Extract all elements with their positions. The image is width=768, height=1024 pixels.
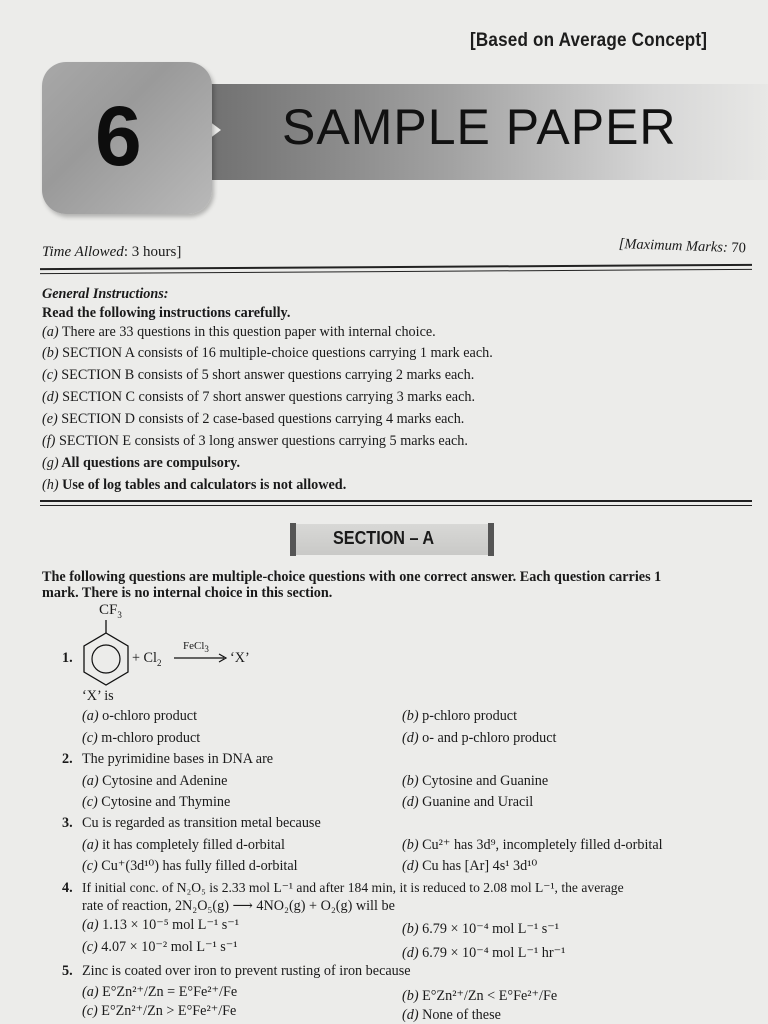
option-b <box>402 773 548 790</box>
instruction-text: SECTION C consists of 7 short answer questions carrying 3 marks each. <box>62 389 476 405</box>
option-text: Guanine and Uracil <box>422 794 534 810</box>
question-number: 2. <box>62 751 73 767</box>
option-tag: (a) <box>82 837 99 853</box>
reaction-product: ‘X’ <box>230 650 250 666</box>
option-c <box>82 939 238 956</box>
option-d <box>402 858 537 875</box>
option-d <box>402 1007 501 1024</box>
option-tag: (c) <box>82 858 98 874</box>
option-c <box>82 730 200 747</box>
option-a <box>82 917 239 934</box>
option-c <box>82 1003 236 1020</box>
option-text: o- and p-chloro product <box>422 730 557 746</box>
option-tag: (a) <box>82 917 99 933</box>
option-text: E°Zn²⁺/Zn > E°Fe²⁺/Fe <box>101 1003 237 1019</box>
instruction-item <box>42 431 468 453</box>
instruction-item <box>42 322 436 344</box>
question-stem-line2: rate of reaction, 2N₂O₅(g) ⟶ 4NO₂(g) + O₂(g) will be <box>82 898 395 914</box>
option-text: Cytosine and Thymine <box>101 794 231 810</box>
section-intro-line2: mark. There is no internal choice in this section. <box>42 585 333 601</box>
question-number: 4. <box>62 880 73 896</box>
instruction-tag: (b) <box>42 345 59 361</box>
option-a <box>82 984 237 1001</box>
option-a <box>82 837 285 854</box>
catalyst-sub: 3 <box>204 644 209 655</box>
option-text: o-chloro product <box>102 708 198 724</box>
option-c <box>82 794 230 811</box>
option-tag: (b) <box>402 988 419 1004</box>
option-b <box>402 708 517 725</box>
marks-value: 70 <box>727 239 747 257</box>
option-tag: (d) <box>402 794 419 810</box>
option-d <box>402 730 556 747</box>
instruction-item <box>42 475 346 497</box>
option-text: m-chloro product <box>101 730 201 746</box>
instruction-text: SECTION B consists of 5 short answer questions carrying 2 marks each. <box>61 367 475 383</box>
option-text: 1.13 × 10⁻⁵ mol L⁻¹ s⁻¹ <box>102 917 240 933</box>
instruction-text: SECTION D consists of 2 case-based questions carrying 4 marks each. <box>61 411 465 427</box>
section-bar-left <box>290 523 296 556</box>
option-tag: (b) <box>402 773 419 789</box>
instruction-item <box>42 343 493 365</box>
option-tag: (a) <box>82 984 99 1000</box>
option-text: Cytosine and Adenine <box>102 773 228 789</box>
option-tag: (d) <box>402 730 419 746</box>
option-tag: (c) <box>82 939 98 955</box>
reagent-cl2 <box>132 650 161 668</box>
option-text: it has completely filled d-orbital <box>102 837 285 853</box>
option-text: Cu has [Ar] 4s¹ 3d¹⁰ <box>422 858 538 874</box>
option-d <box>402 794 533 811</box>
concept-label: [Based on Average Concept] <box>470 30 708 51</box>
option-a <box>82 773 227 790</box>
section-intro-line1: The following questions are multiple-choice questions with one correct answer. Each question carries 1 <box>42 569 662 585</box>
divider-top-thin <box>40 269 752 274</box>
divider-mid <box>40 500 752 502</box>
option-text: E°Zn²⁺/Zn = E°Fe²⁺/Fe <box>102 984 238 1000</box>
instruction-text: SECTION A consists of 16 multiple-choice questions carrying 1 mark each. <box>62 345 493 361</box>
option-text: E°Zn²⁺/Zn < E°Fe²⁺/Fe <box>422 988 558 1004</box>
instructions-subheading: Read the following instructions carefully. <box>42 305 291 321</box>
option-tag: (d) <box>402 945 419 961</box>
instruction-text: There are 33 questions in this question paper with internal choice. <box>61 324 436 340</box>
question-number: 3. <box>62 815 73 831</box>
option-text: 4.07 × 10⁻² mol L⁻¹ s⁻¹ <box>101 939 238 955</box>
instruction-tag: (g) <box>42 455 59 471</box>
instructions-heading: General Instructions: <box>42 286 169 302</box>
instruction-item <box>42 453 240 475</box>
time-allowed <box>42 244 181 261</box>
maximum-marks <box>618 236 746 257</box>
section-title: SECTION – A <box>333 528 435 548</box>
instruction-tag: (c) <box>42 367 58 383</box>
reaction-arrow-icon <box>174 653 230 663</box>
option-b <box>402 988 557 1005</box>
instruction-tag: (f) <box>42 433 56 449</box>
instruction-tag: (a) <box>42 324 59 340</box>
substituent-text: CF <box>99 602 118 618</box>
option-tag: (c) <box>82 1003 98 1019</box>
question-stem: ‘X’ is <box>82 688 114 704</box>
option-b <box>402 921 559 938</box>
instruction-item <box>42 365 474 387</box>
option-text: None of these <box>422 1007 501 1023</box>
reagent-sub: 2 <box>156 657 162 668</box>
instruction-text: SECTION E consists of 3 long answer questions carrying 5 marks each. <box>58 433 468 449</box>
question-stem: Zinc is coated over iron to prevent rusting of iron because <box>82 963 411 979</box>
option-text: Cu²⁺ has 3d⁹, incompletely filled d-orbital <box>422 837 663 853</box>
paper-number: 6 <box>95 89 142 183</box>
option-text: Cu⁺(3d¹⁰) has fully filled d-orbital <box>101 858 298 874</box>
option-text: 6.79 × 10⁻⁴ mol L⁻¹ s⁻¹ <box>422 921 560 937</box>
time-label: Time Allowed <box>42 244 124 260</box>
divider-mid-thin <box>40 505 752 506</box>
instruction-text: All questions are compulsory. <box>61 455 240 471</box>
catalyst-text: FeCl <box>183 640 205 652</box>
option-tag: (b) <box>402 921 419 937</box>
question-number: 1. <box>62 650 73 666</box>
instruction-tag: (e) <box>42 411 58 427</box>
instruction-item <box>42 409 464 431</box>
option-text: 6.79 × 10⁻⁴ mol L⁻¹ hr⁻¹ <box>422 945 566 961</box>
time-value: : 3 hours] <box>123 244 182 260</box>
option-tag: (d) <box>402 1007 419 1023</box>
benzene-ring-icon <box>80 620 132 690</box>
option-tag: (b) <box>402 708 419 724</box>
option-a <box>82 708 197 725</box>
question-stem: The pyrimidine bases in DNA are <box>82 751 274 767</box>
paper-title: SAMPLE PAPER <box>282 99 677 155</box>
option-d <box>402 945 565 962</box>
marks-label: [Maximum Marks: <box>618 236 729 256</box>
reagent-text: + Cl <box>132 650 157 666</box>
instruction-text: Use of log tables and calculators is not allowed. <box>62 477 347 493</box>
option-text: p-chloro product <box>422 708 518 724</box>
question-stem-line1: If initial conc. of N₂O₅ is 2.33 mol L⁻¹ and after 184 min, it is reduced to 2.08 mol L⁻¹, the average <box>82 880 624 895</box>
option-b <box>402 837 663 854</box>
section-bar-right <box>488 523 494 556</box>
option-tag: (a) <box>82 773 99 789</box>
instruction-tag: (h) <box>42 477 59 493</box>
question-stem: Cu is regarded as transition metal because <box>82 815 321 831</box>
option-tag: (c) <box>82 730 98 746</box>
option-tag: (b) <box>402 837 419 853</box>
option-tag: (a) <box>82 708 99 724</box>
option-text: Cytosine and Guanine <box>422 773 549 789</box>
option-tag: (c) <box>82 794 98 810</box>
question-number: 5. <box>62 963 73 979</box>
option-tag: (d) <box>402 858 419 874</box>
substituent-sub: 3 <box>117 610 122 620</box>
instruction-tag: (d) <box>42 389 59 405</box>
cf3-label <box>99 602 122 620</box>
instruction-item <box>42 387 475 409</box>
option-c <box>82 858 298 875</box>
